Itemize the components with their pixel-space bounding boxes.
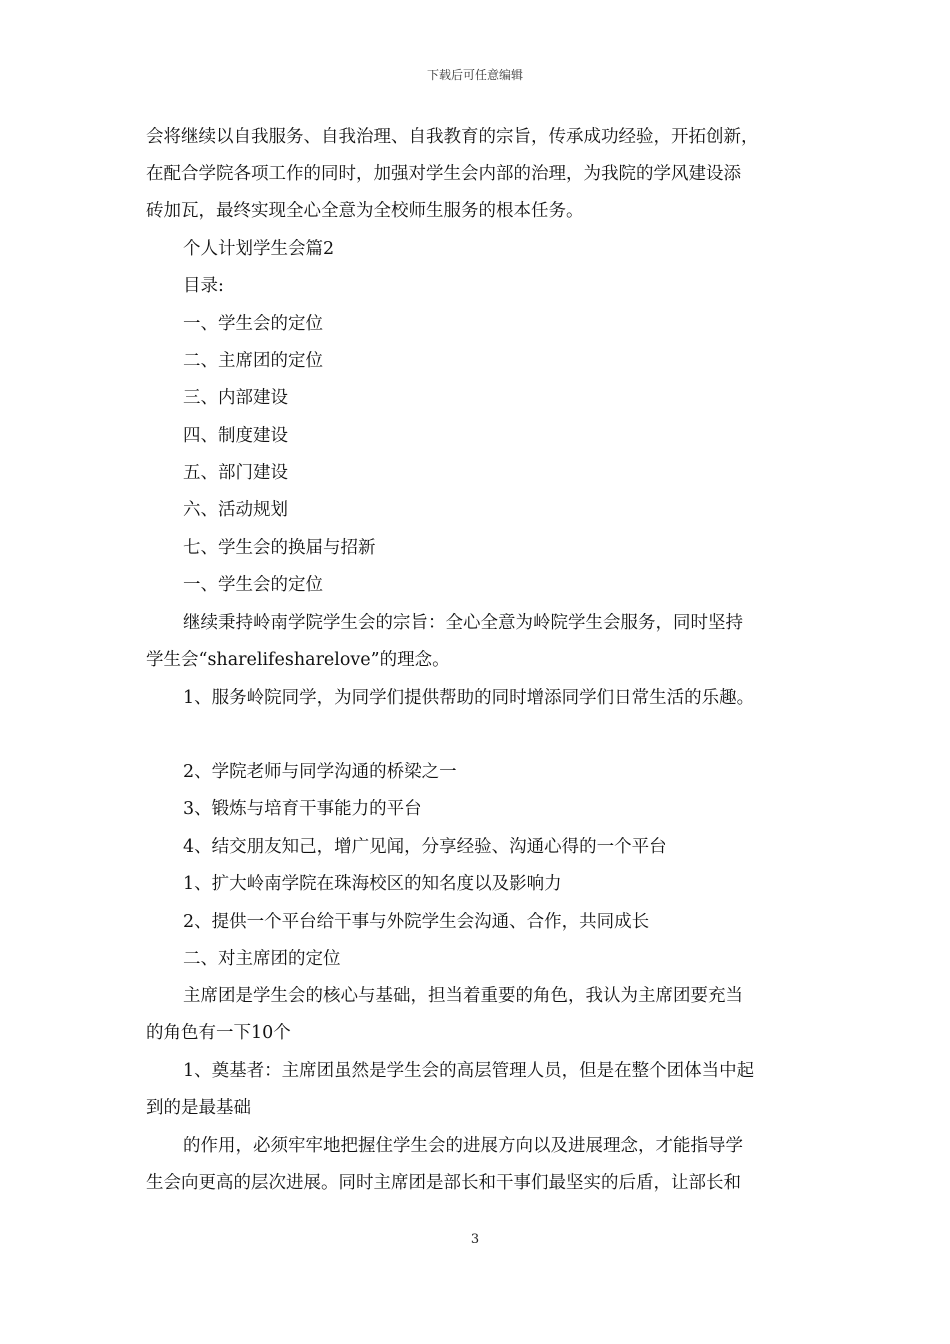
paragraph-line: 的作用，必须牢牢地把握住学生会的进展方向以及进展理念，才能指导学 [183, 1136, 743, 1156]
paragraph-line: 主席团是学生会的核心与基础，担当着重要的角色，我认为主席团要充当 [183, 986, 743, 1006]
section-heading: 二、对主席团的定位 [183, 949, 341, 969]
toc-item: 六、活动规划 [183, 500, 288, 520]
list-item: 1、服务岭院同学，为同学们提供帮助的同时增添同学们日常生活的乐趣。 [183, 688, 755, 708]
page-header: 下载后可任意编辑 [426, 68, 523, 82]
list-item: 3、锻炼与培育干事能力的平台 [183, 799, 422, 819]
section-title: 个人计划学生会篇2 [183, 239, 335, 259]
list-item: 2、提供一个平台给干事与外院学生会沟通、合作，共同成长 [183, 912, 650, 932]
list-item: 4、结交朋友知己，增广见闻，分享经验、沟通心得的一个平台 [183, 837, 667, 857]
toc-item: 五、部门建设 [183, 463, 288, 483]
toc-item: 七、学生会的换届与招新 [183, 538, 376, 558]
paragraph-line: 的角色有一下10个 [146, 1023, 291, 1043]
paragraph-line: 继续秉持岭南学院学生会的宗旨：全心全意为岭院学生会服务，同时坚持 [183, 613, 743, 633]
toc-item: 三、内部建设 [183, 388, 288, 408]
list-item: 2、学院老师与同学沟通的桥梁之一 [183, 762, 457, 782]
paragraph-line: 会将继续以自我服务、自我治理、自我教育的宗旨，传承成功经验，开拓创新， [146, 127, 759, 147]
toc-item: 四、制度建设 [183, 426, 288, 446]
paragraph-line: 学生会“sharelifesharelove”的理念。 [146, 650, 450, 670]
paragraph-line: 在配合学院各项工作的同时，加强对学生会内部的治理，为我院的学风建设添 [146, 164, 741, 184]
list-item: 1、扩大岭南学院在珠海校区的知名度以及影响力 [183, 874, 562, 894]
toc-heading: 目录: [183, 276, 224, 296]
list-item: 1、奠基者：主席团虽然是学生会的高层管理人员，但是在整个团体当中起 [183, 1061, 755, 1081]
page-number: 3 [470, 1232, 480, 1247]
paragraph-line: 砖加瓦，最终实现全心全意为全校师生服务的根本任务。 [146, 201, 584, 221]
section-heading: 一、学生会的定位 [183, 575, 323, 595]
toc-item: 一、学生会的定位 [183, 314, 323, 334]
paragraph-line: 生会向更高的层次进展。同时主席团是部长和干事们最坚实的后盾，让部长和 [146, 1173, 741, 1193]
paragraph-line: 到的是最基础 [146, 1098, 251, 1118]
toc-item: 二、主席团的定位 [183, 351, 323, 371]
